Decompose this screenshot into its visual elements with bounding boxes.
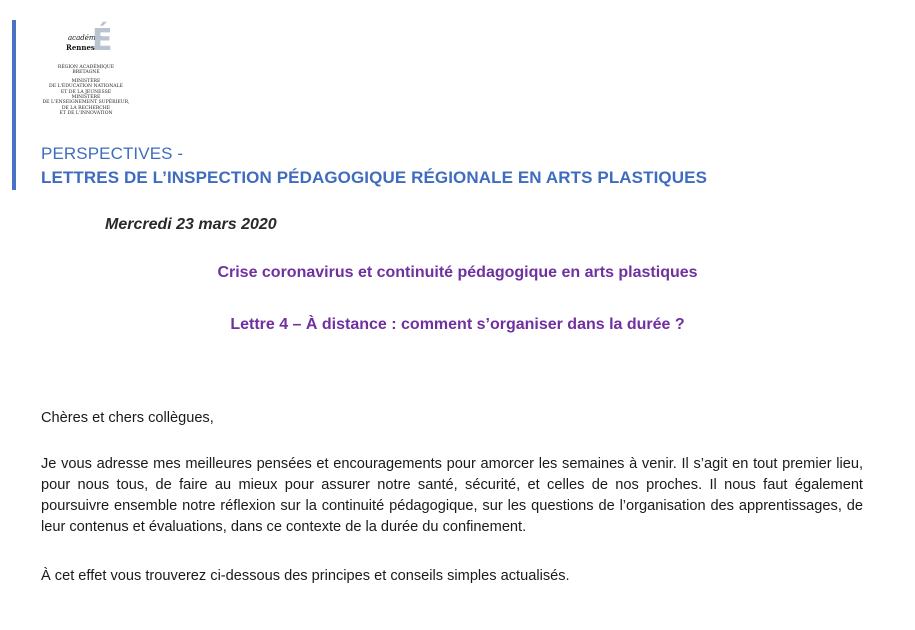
logo-institution-lines xyxy=(36,65,136,117)
logo-line: DE L'ÉDUCATION NATIONALE xyxy=(49,84,123,90)
header-line-title: LETTRES DE L’INSPECTION PÉDAGOGIQUE RÉGIONALE EN ARTS PLASTIQUES xyxy=(41,168,708,187)
logo-rennes-text: Rennes xyxy=(66,43,95,52)
logo-line: ET DE LA JEUNESSE xyxy=(60,89,112,95)
logo-line: DE L'ENSEIGNEMENT SUPÉRIEUR, xyxy=(42,100,130,106)
logo-line: MINISTÈRE xyxy=(71,95,101,101)
logo-academie-text: académie xyxy=(68,34,102,42)
header-line-perspectives: PERSPECTIVES - xyxy=(41,144,184,163)
logo-line: ET DE L'INNOVATION xyxy=(59,111,113,117)
logo-line: MINISTÈRE xyxy=(71,78,101,84)
logo-line: BRETAGNE xyxy=(72,70,100,76)
closing-sentence: À cet effet vous trouverez ci-dessous des principes et conseils simples actualisés. xyxy=(41,568,570,584)
logo-header xyxy=(62,23,132,64)
subtitle-topic: Crise coronavirus et continuité pédagogique en arts plastiques xyxy=(217,264,698,281)
logo-emblem-icon: É xyxy=(92,23,113,58)
logo-line: RÉGION ACADÉMIQUE xyxy=(57,65,115,70)
document-header xyxy=(41,142,707,190)
subtitle-letter: Lettre 4 – À distance : comment s’organiser dans la durée ? xyxy=(230,316,685,333)
academie-rennes-logo xyxy=(36,20,136,115)
document-date: Mercredi 23 mars 2020 xyxy=(105,216,277,233)
left-accent-rule xyxy=(12,20,16,190)
greeting: Chères et chers collègues, xyxy=(41,410,214,426)
body-paragraph: Je vous adresse mes meilleures pensées et encouragements pour amorcer les semaines à venir. Il s’agit en tout premier lieu, pour nous tous, de faire au mieux pour assurer notre santé, sécurité, et celles de nos proches. Il nous faut également poursuivre ensemble notre réflexion sur la continuité pédagogique, sur les questions de l’organisation des apprentissages, de leur contenus et évaluations, dans ce contexte de la durée du confinement. xyxy=(41,456,863,535)
logo-line: DE LA RECHERCHE xyxy=(61,105,111,111)
